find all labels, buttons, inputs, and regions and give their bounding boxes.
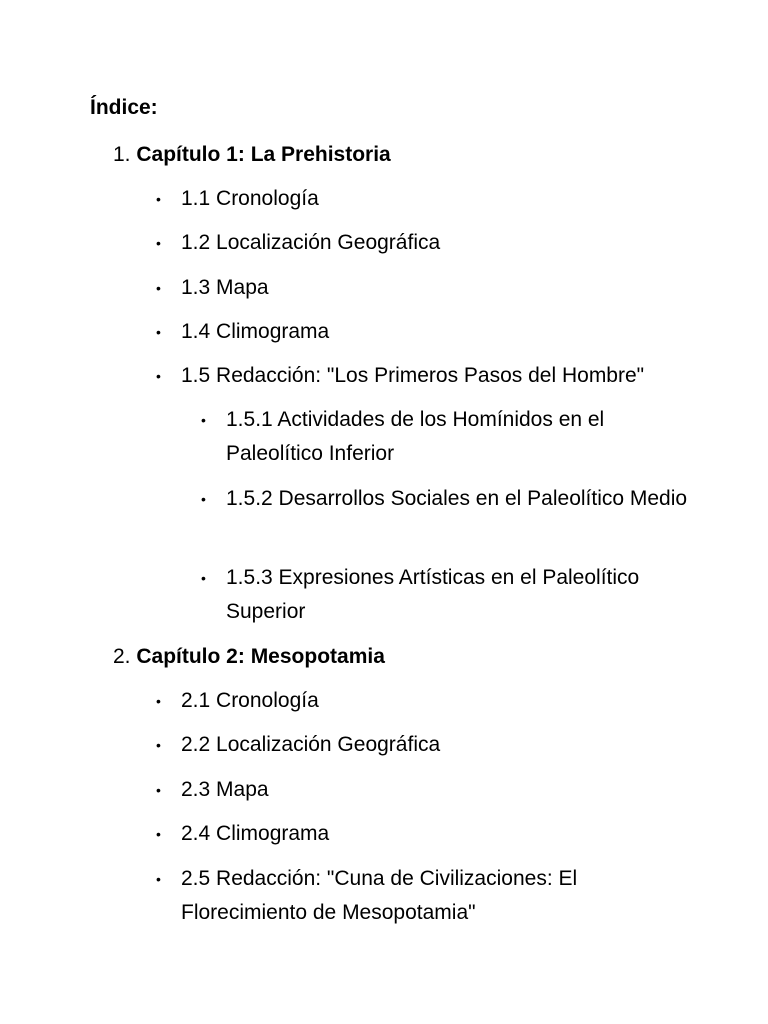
bullet-icon: • <box>156 280 161 296</box>
list-item-label: 1.2 Localización Geográfica <box>181 231 441 254</box>
list-item-label: 1.1 Cronología <box>181 187 319 210</box>
list-item <box>156 315 716 349</box>
chapter-2-heading <box>113 642 385 672</box>
sub-list-item-label: 1.5.1 Actividades de los Homínidos en el Paleolítico Inferior <box>226 408 605 465</box>
list-item <box>156 684 716 718</box>
bullet-icon: • <box>156 324 161 340</box>
list-item-label: 2.5 Redacción: "Cuna de Civilizaciones: El Florecimiento de Mesopotamia" <box>181 867 578 924</box>
list-item <box>156 359 716 393</box>
sub-list-item-label: 1.5.3 Expresiones Artísticas en el Paleolítico Superior <box>226 566 640 623</box>
bullet-icon: • <box>156 782 161 798</box>
list-item <box>156 773 716 807</box>
list-item <box>156 226 716 260</box>
list-item-label: 2.3 Mapa <box>181 778 269 801</box>
bullet-icon: • <box>156 737 161 753</box>
sub-list-item-label: 1.5.2 Desarrollos Sociales en el Paleolítico Medio <box>226 487 688 510</box>
bullet-icon: • <box>201 491 206 507</box>
chapter-title: Capítulo 1: La Prehistoria <box>136 143 391 166</box>
sub-list-item <box>201 482 701 516</box>
bullet-icon: • <box>201 570 206 586</box>
chapter-number: 1. <box>113 143 131 166</box>
list-item-label: 1.5 Redacción: "Los Primeros Pasos del Hombre" <box>181 364 645 387</box>
chapter-title: Capítulo 2: Mesopotamia <box>136 645 385 668</box>
bullet-icon: • <box>156 826 161 842</box>
chapter-number: 2. <box>113 645 131 668</box>
index-heading: Índice: <box>90 96 158 119</box>
list-item-label: 2.4 Climograma <box>181 822 330 845</box>
sub-list-item <box>201 403 701 471</box>
bullet-icon: • <box>156 235 161 251</box>
list-item <box>156 817 716 851</box>
sub-list-item <box>201 561 701 629</box>
bullet-icon: • <box>156 871 161 887</box>
list-item-label: 2.2 Localización Geográfica <box>181 733 441 756</box>
bullet-icon: • <box>156 368 161 384</box>
list-item <box>156 862 616 930</box>
list-item-label: 2.1 Cronología <box>181 689 319 712</box>
bullet-icon: • <box>156 191 161 207</box>
chapter-1-heading <box>113 140 391 170</box>
list-item-label: 1.4 Climograma <box>181 320 330 343</box>
bullet-icon: • <box>156 693 161 709</box>
list-item <box>156 182 716 216</box>
list-item <box>156 728 716 762</box>
list-item <box>156 271 716 305</box>
list-item-label: 1.3 Mapa <box>181 276 269 299</box>
bullet-icon: • <box>201 412 206 428</box>
